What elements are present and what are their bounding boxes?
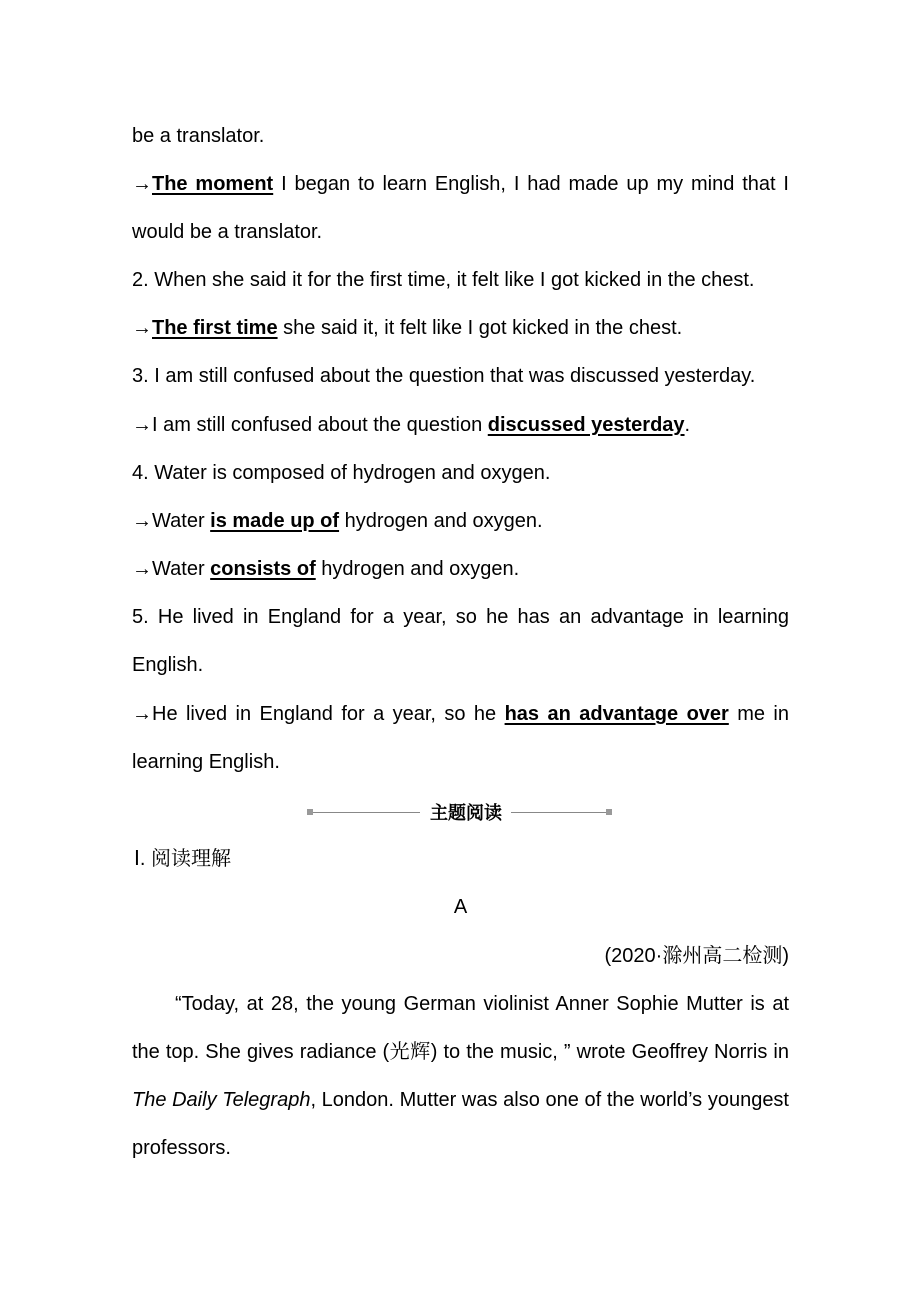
answer-blank: consists of xyxy=(210,558,316,580)
text-span: →Water xyxy=(132,510,211,532)
section-divider xyxy=(307,800,612,826)
answer-line xyxy=(132,412,789,438)
passage-line: “Today, at 28, the young German violinist Anner Sophie Mutter is at xyxy=(175,993,789,1015)
question-line: 2. When she said it for the first time, it felt like I got kicked in the chest. xyxy=(132,269,755,291)
text-span: →He lived in England for a year, so he xyxy=(132,703,505,725)
answer-blank: discussed yesterday xyxy=(487,414,685,436)
text-span: hydrogen and oxygen. xyxy=(315,558,520,580)
section-title: 主题阅读 xyxy=(430,803,502,823)
answer-blank: has an advantage over xyxy=(504,703,729,725)
answer-blank: is made up of xyxy=(210,510,340,532)
passage-line: professors. xyxy=(132,1137,231,1159)
source-citation: (2020·滁州高二检测) xyxy=(604,945,789,967)
answer-line xyxy=(132,508,789,534)
answer-blank: The moment xyxy=(152,173,274,195)
passage-label: A xyxy=(453,896,468,918)
answer-blank: The first time xyxy=(152,317,278,339)
text-span: she said it, it felt like I got kicked in the chest. xyxy=(277,317,683,339)
answer-line xyxy=(132,556,789,582)
text-span: I began to learn English, I had made up my mind that I xyxy=(273,173,789,195)
question-line: 3. I am still confused about the question that was discussed yesterday. xyxy=(132,365,756,387)
text-span: →Water xyxy=(132,558,211,580)
divider-rule xyxy=(511,812,606,813)
arrow: → xyxy=(132,317,152,339)
passage-line xyxy=(132,1087,789,1113)
text-span: . xyxy=(684,414,691,436)
text-span: →I am still confused about the question xyxy=(132,414,488,436)
section-heading: Ⅰ. 阅读理解 xyxy=(134,848,232,870)
text-line: learning English. xyxy=(132,751,280,773)
text-line: be a translator. xyxy=(132,125,265,147)
arrow: → xyxy=(132,173,152,195)
question-line: 5. He lived in England for a year, so he has an advantage in learning xyxy=(132,606,789,628)
divider-dot-icon xyxy=(606,809,612,815)
text-span: hydrogen and oxygen. xyxy=(339,510,543,532)
divider-rule xyxy=(313,812,420,813)
passage-line: the top. She gives radiance (光辉) to the music, ” wrote Geoffrey Norris in xyxy=(132,1041,789,1063)
answer-line xyxy=(132,701,789,727)
text-line: would be a translator. xyxy=(132,221,323,243)
text-span: , London. Mutter was also one of the world’s youngest xyxy=(310,1089,789,1111)
newspaper-title: The Daily Telegraph xyxy=(132,1089,311,1111)
text-span: me in xyxy=(728,703,789,725)
answer-line xyxy=(132,315,789,341)
question-line: 4. Water is composed of hydrogen and oxygen. xyxy=(132,462,551,484)
answer-line xyxy=(132,171,789,197)
text-line: English. xyxy=(132,654,204,676)
